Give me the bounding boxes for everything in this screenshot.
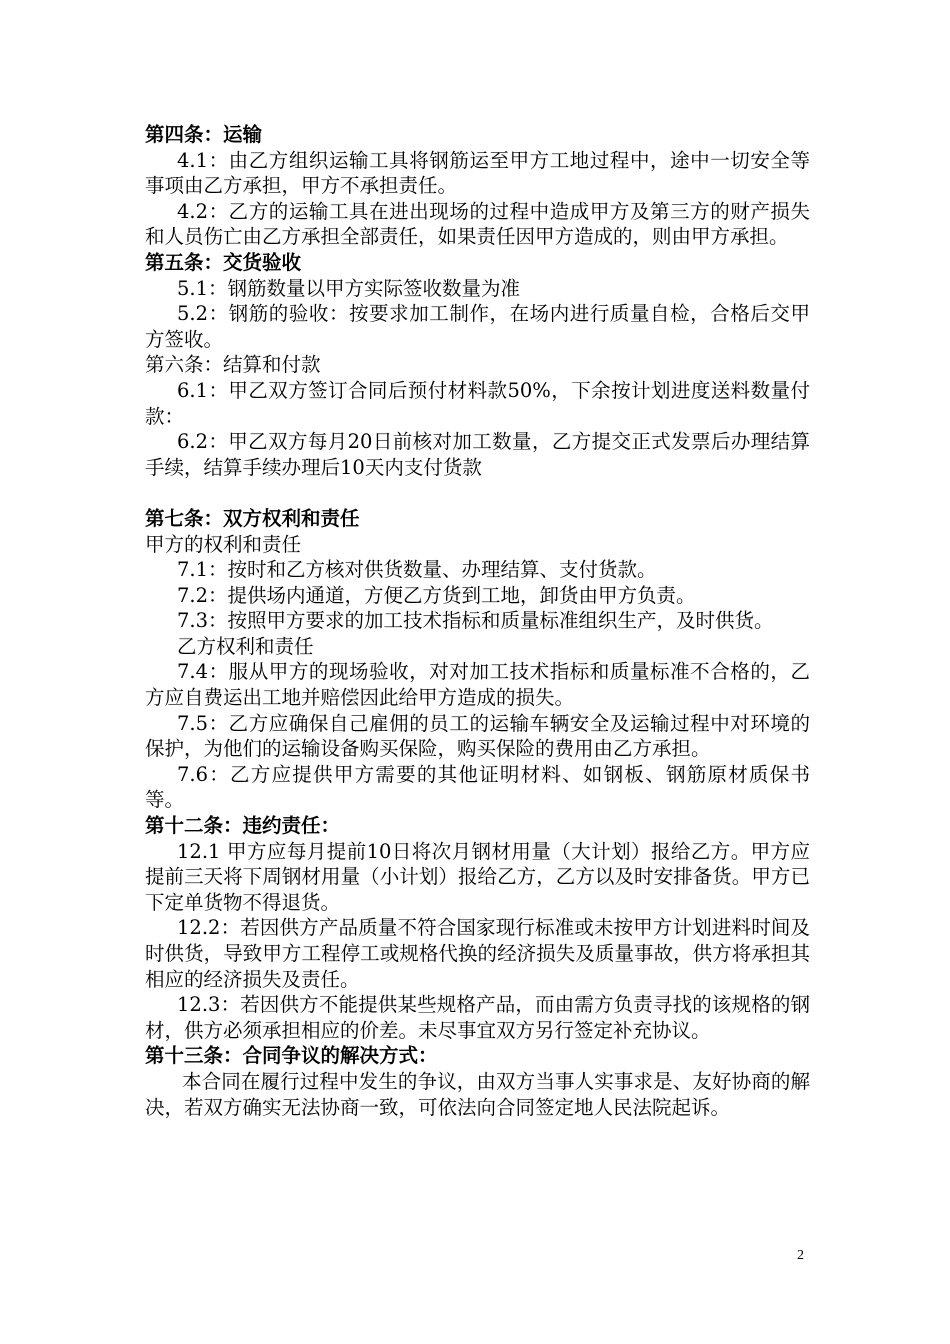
clause-paragraph: 12.1 甲方应每月提前10日将次月钢材用量（大计划）报给乙方。甲方应提前三天将下周钢材用量（小计划）报给乙方，乙方以及时安排备货。甲方已下定单货物不得退货。 [145, 839, 810, 914]
page-number: 2 [797, 1248, 804, 1263]
clause-paragraph: 12.3：若因供方不能提供某些规格产品，而由需方负责寻找的该规格的钢材，供方必须承担相应的价差。未尽事宜双方另行签定补充协议。 [145, 993, 810, 1042]
clause-paragraph: 5.2：钢筋的验收：按要求加工制作，在场内进行质量自检，合格后交甲方签收。 [145, 302, 810, 351]
clause-paragraph: 4.2：乙方的运输工具在进出现场的过程中造成甲方及第三方的财产损失和人员伤亡由乙方承担全部责任，如果责任因甲方造成的，则由甲方承担。 [145, 199, 810, 249]
clause-paragraph: 7.2：提供场内通道，方便乙方货到工地，卸货由甲方负责。 [177, 583, 696, 607]
clause-paragraph: 7.6：乙方应提供甲方需要的其他证明材料、如钢板、钢筋原材质保书等。 [145, 762, 810, 812]
subsection-label: 乙方权利和责任 [177, 634, 314, 658]
clause-paragraph: 本合同在履行过程中发生的争议，由双方当事人实事求是、友好协商的解决，若双方确实无法协商一致，可依法向合同签定地人民法院起诉。 [145, 1069, 810, 1119]
clause-paragraph: 7.1：按时和乙方核对供货数量、办理结算、支付货款。 [177, 558, 657, 582]
section-heading: 第四条：运输 [145, 123, 263, 146]
clause-paragraph: 7.4：服从甲方的现场验收，对对加工技术指标和质量标准不合格的，乙方应自费运出工地并赔偿因此给甲方造成的损失。 [145, 660, 810, 710]
clause-paragraph: 6.1：甲乙双方签订合同后预付材料款50%，下余按计划进度送料数量付款： [145, 378, 810, 428]
clause-paragraph: 5.1：钢筋数量以甲方实际签收数量为准 [177, 276, 521, 300]
subsection-label: 甲方的权利和责任 [145, 532, 302, 556]
section-heading-plain: 第六条：结算和付款 [145, 353, 321, 377]
document-body [145, 122, 810, 1120]
clause-paragraph: 7.5：乙方应确保自己雇佣的员工的运输车辆安全及运输过程中对环境的保护，为他们的运输设备购买保险，购买保险的费用由乙方承担。 [145, 711, 810, 761]
section-heading: 第五条：交货验收 [145, 250, 302, 274]
section-heading: 第七条：双方权利和责任 [145, 506, 360, 530]
section-heading: 第十二条：违约责任： [145, 814, 341, 838]
clause-paragraph: 12.2：若因供方产品质量不符合国家现行标准或未按甲方计划进料时间及时供货，导致甲方工程停工或规格代换的经济损失及质量事故，供方将承担其相应的经济损失及责任。 [145, 916, 810, 991]
section-heading: 第十三条：合同争议的解决方式： [145, 1044, 438, 1068]
clause-paragraph: 4.1：由乙方组织运输工具将钢筋运至甲方工地过程中，途中一切安全等事项由乙方承担，甲方不承担责任。 [145, 148, 810, 198]
clause-paragraph: 6.2：甲乙双方每月20日前核对加工数量，乙方提交正式发票后办理结算手续，结算手续办理后10天内支付货款 [145, 430, 810, 479]
clause-paragraph: 7.3：按照甲方要求的加工技术指标和质量标准组织生产，及时供货。 [177, 609, 774, 633]
blank-line [145, 480, 810, 506]
